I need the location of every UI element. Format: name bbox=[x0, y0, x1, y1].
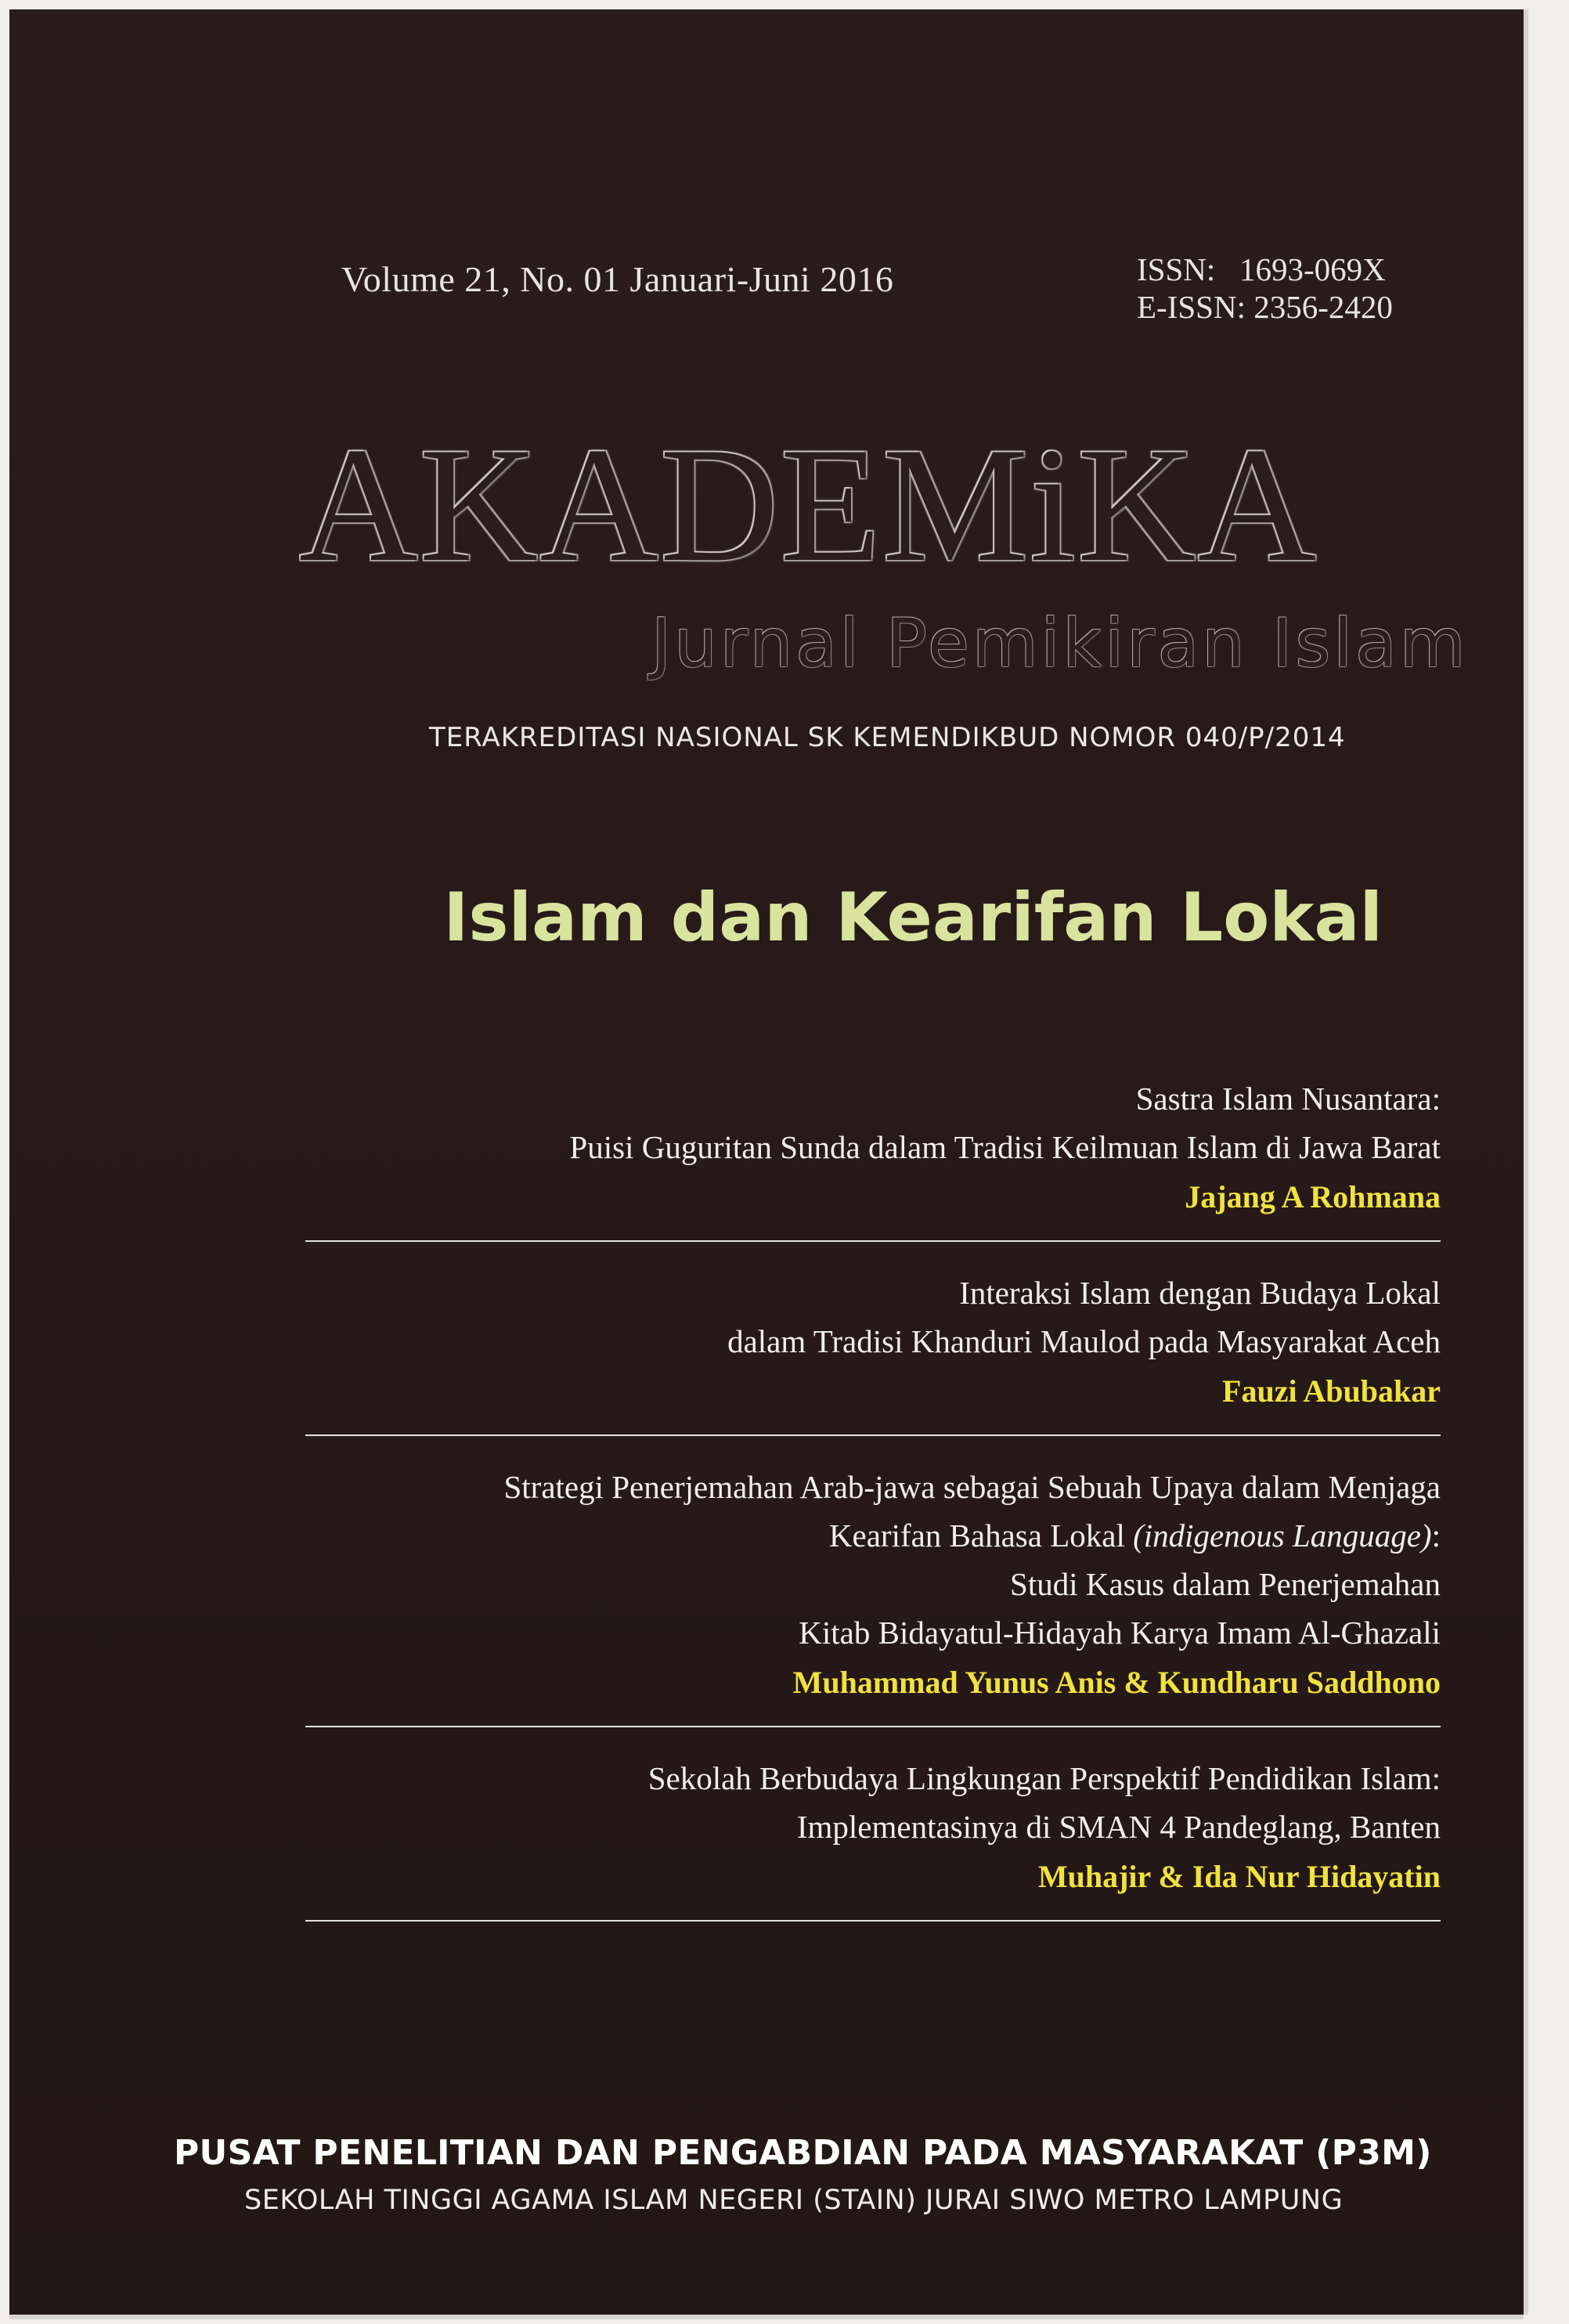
article-author: Muhammad Yunus Anis & Kundharu Saddhono bbox=[792, 1665, 1441, 1700]
issn: ISSN: 1693-069X bbox=[1137, 251, 1386, 287]
article-title-line: Studi Kasus dalam Penerjemahan bbox=[1010, 1566, 1441, 1602]
journal-title: AKADEMiKA bbox=[299, 414, 1318, 596]
article-title-line: Interaksi Islam dengan Budaya Lokal bbox=[959, 1275, 1441, 1311]
journal-subtitle: Jurnal Pemikiran Islam bbox=[651, 604, 1469, 683]
article-title-line: dalam Tradisi Khanduri Maulod pada Masyarakat Aceh bbox=[727, 1323, 1441, 1359]
article-author: Muhajir & Ida Nur Hidayatin bbox=[1037, 1859, 1441, 1894]
article-item bbox=[305, 1463, 1441, 1707]
issue-theme: Islam dan Kearifan Lokal bbox=[443, 879, 1383, 957]
article-title-line: Puisi Guguritan Sunda dalam Tradisi Keilmuan Islam di Jawa Barat bbox=[569, 1129, 1441, 1165]
article-title-italic: (indigenous Language) bbox=[1133, 1517, 1432, 1554]
issn-block bbox=[1137, 251, 1393, 326]
article-title-line: Strategi Penerjemahan Arab-jawa sebagai Sebuah Upaya dalam Menjaga bbox=[503, 1469, 1441, 1505]
article-item bbox=[305, 1268, 1441, 1416]
article-author: Jajang A Rohmana bbox=[1185, 1179, 1441, 1214]
article-title-line: Kitab Bidayatul-Hidayah Karya Imam Al-Ghazali bbox=[799, 1615, 1441, 1651]
accreditation-notice: TERAKREDITASI NASIONAL SK KEMENDIKBUD NOMOR 040/P/2014 bbox=[429, 722, 1346, 753]
article-title-line: Sekolah Berbudaya Lingkungan Perspektif Pendidikan Islam: bbox=[647, 1760, 1441, 1796]
divider bbox=[305, 1434, 1441, 1436]
article-item bbox=[305, 1074, 1441, 1222]
journal-cover bbox=[9, 9, 1524, 2315]
divider bbox=[305, 1726, 1441, 1727]
article-title-line bbox=[305, 1511, 1441, 1560]
publisher-name: PUSAT PENELITIAN DAN PENGABDIAN PADA MASYARAKAT (P3M) bbox=[174, 2133, 1432, 2173]
article-title-line: Implementasinya di SMAN 4 Pandeglang, Banten bbox=[796, 1809, 1441, 1845]
e-issn: E-ISSN: 2356-2420 bbox=[1137, 289, 1393, 325]
institution-name: SEKOLAH TINGGI AGAMA ISLAM NEGERI (STAIN) JURAI SIWO METRO LAMPUNG bbox=[244, 2185, 1344, 2216]
article-list bbox=[305, 1074, 1441, 1948]
volume-info: Volume 21, No. 01 Januari-Juni 2016 bbox=[341, 259, 894, 299]
article-title-line: Sastra Islam Nusantara: bbox=[1135, 1081, 1441, 1117]
divider bbox=[305, 1240, 1441, 1242]
article-item bbox=[305, 1754, 1441, 1901]
article-author: Fauzi Abubakar bbox=[1222, 1373, 1441, 1409]
divider bbox=[305, 1920, 1441, 1922]
article-title-fragment: Kearifan Bahasa Lokal bbox=[828, 1517, 1125, 1554]
article-title-fragment: : bbox=[1431, 1517, 1441, 1554]
